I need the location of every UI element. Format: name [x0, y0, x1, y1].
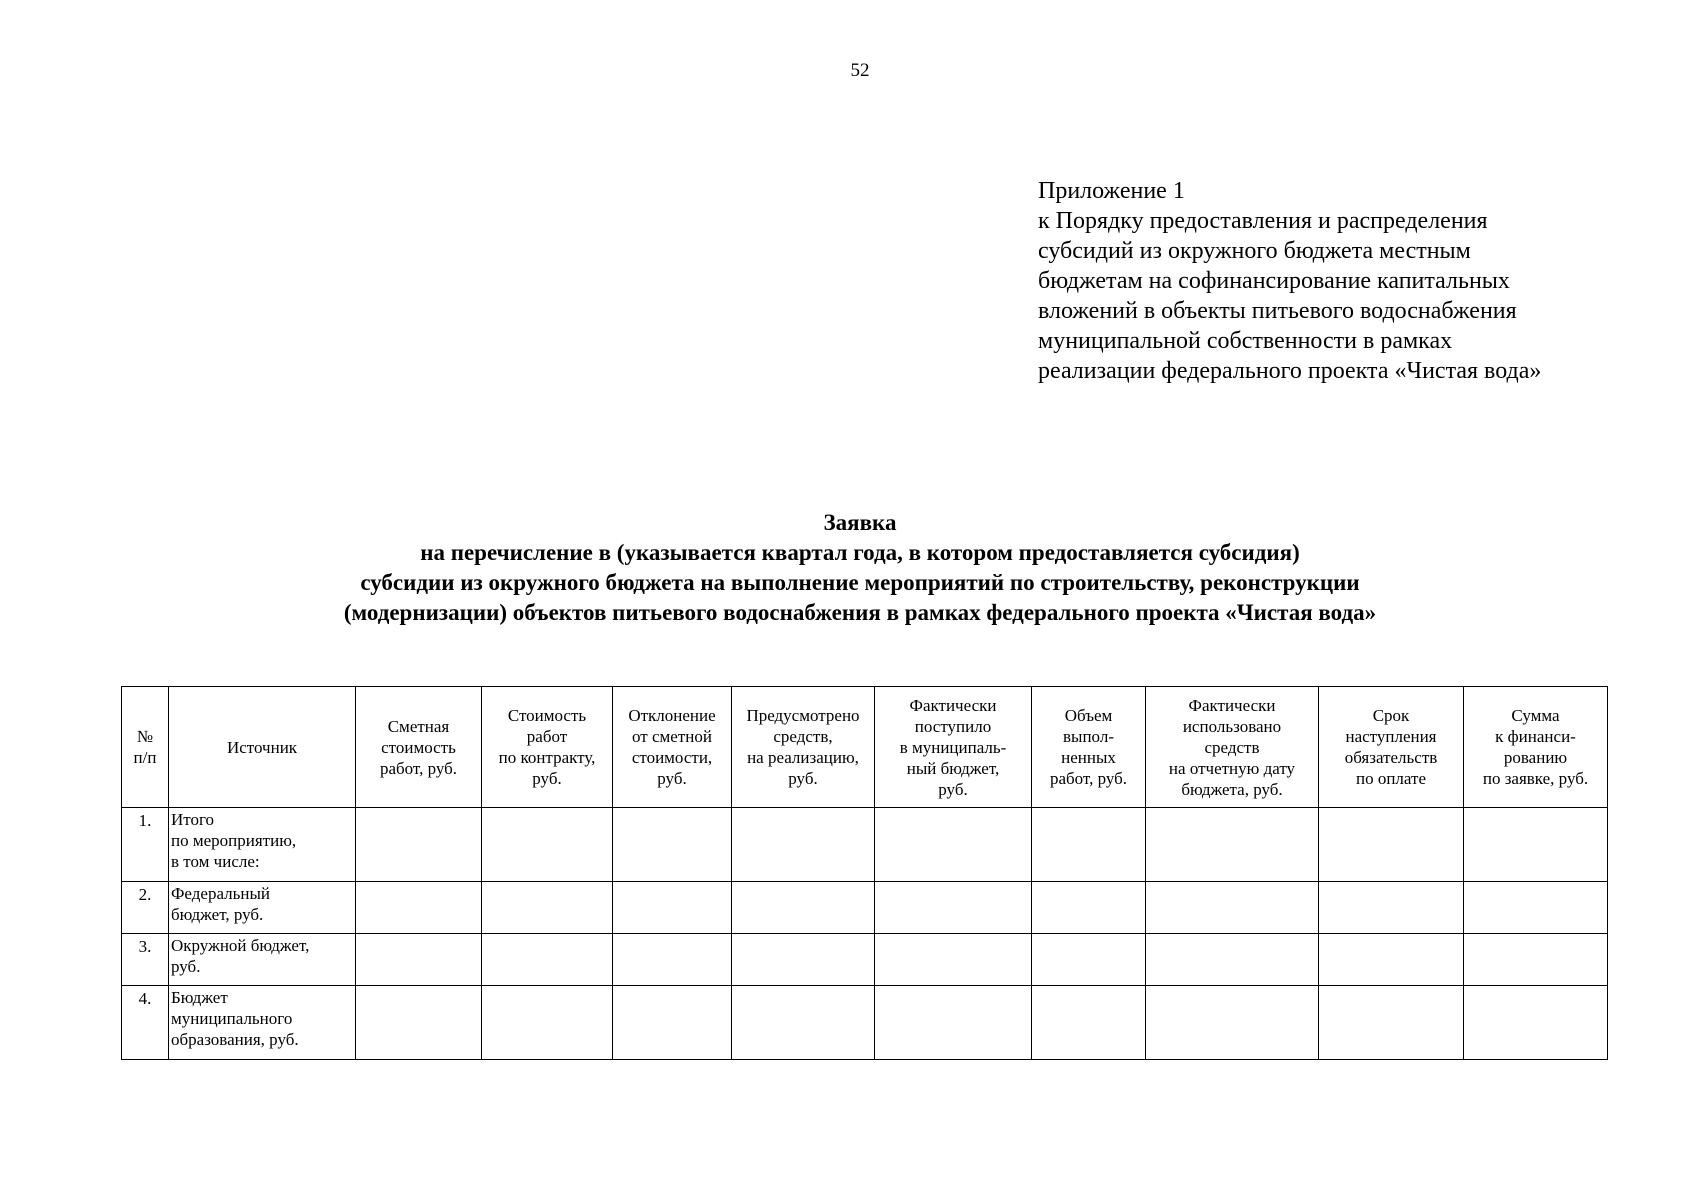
column-header-line: бюджета, руб.	[1181, 779, 1283, 799]
column-header-line: Сумма	[1511, 706, 1560, 725]
appendix-line: бюджетам на софинансирование капитальных	[1038, 268, 1510, 294]
column-header-line: Срок	[1372, 706, 1410, 725]
column-header	[356, 687, 482, 808]
value-cell	[1146, 986, 1319, 1060]
column-header	[1032, 687, 1146, 808]
value-cell	[732, 808, 875, 882]
value-cell	[1464, 808, 1608, 882]
column-header-line: работ, руб.	[1049, 769, 1128, 788]
appendix-line: реализации федерального проекта «Чистая вода»	[1038, 358, 1542, 384]
column-header	[1464, 687, 1608, 808]
source-cell	[169, 808, 356, 882]
source-line: Федеральный	[171, 884, 270, 903]
value-cell	[875, 882, 1032, 934]
value-cell	[1319, 934, 1464, 986]
value-cell	[875, 808, 1032, 882]
column-header-line: по оплате	[1355, 769, 1426, 788]
column-header-line: ный бюджет,	[906, 758, 1000, 778]
value-cell	[356, 986, 482, 1060]
value-cell	[482, 934, 613, 986]
value-cell	[482, 986, 613, 1060]
column-header-line: средств	[1204, 737, 1260, 757]
column-header	[122, 687, 169, 808]
appendix-line: Приложение 1	[1038, 178, 1185, 204]
column-header	[613, 687, 732, 808]
column-header-line: руб.	[788, 769, 818, 788]
appendix-line: муниципальной собственности в рамках	[1038, 328, 1453, 354]
document-title	[0, 508, 1698, 628]
value-cell	[613, 882, 732, 934]
title-line: Заявка	[823, 510, 897, 535]
appendix-line: к Порядку предоставления и распределения	[1038, 208, 1488, 234]
column-header-line: Источник	[226, 737, 298, 757]
column-header-line: Объем	[1064, 706, 1113, 725]
source-line: образования, руб.	[171, 1030, 299, 1049]
column-header-line: руб.	[532, 769, 562, 788]
value-cell	[1464, 934, 1608, 986]
column-header	[169, 687, 356, 808]
column-header-line: обязательств	[1344, 748, 1438, 767]
column-header	[482, 687, 613, 808]
column-header	[875, 687, 1032, 808]
column-header-line: использовано	[1182, 716, 1282, 736]
value-cell	[482, 882, 613, 934]
column-header-line: на отчетную дату	[1168, 758, 1296, 778]
value-cell	[356, 882, 482, 934]
value-cell	[1319, 986, 1464, 1060]
column-header-line: Сметная	[387, 716, 450, 736]
title-line: субсидии из окружного бюджета на выполнение мероприятий по строительству, реконструкции	[360, 570, 1360, 595]
value-cell	[1032, 808, 1146, 882]
source-cell	[169, 986, 356, 1060]
column-header	[1319, 687, 1464, 808]
value-cell	[613, 986, 732, 1060]
source-cell	[169, 934, 356, 986]
source-line: в том числе:	[171, 852, 260, 871]
value-cell	[1464, 882, 1608, 934]
column-header	[732, 687, 875, 808]
value-cell	[613, 934, 732, 986]
appendix-line: субсидий из окружного бюджета местным	[1038, 238, 1471, 264]
column-header-line: работ	[526, 727, 568, 746]
source-line: муниципального	[171, 1009, 293, 1028]
column-header	[1146, 687, 1319, 808]
column-header-line: руб.	[657, 769, 687, 788]
table-row	[122, 986, 1608, 1060]
appendix-line: вложений в объекты питьевого водоснабжения	[1038, 298, 1517, 324]
source-line: по мероприятию,	[171, 831, 297, 850]
source-line: Окружной бюджет,	[171, 936, 310, 955]
row-number-cell: 1.	[122, 808, 169, 882]
column-header-line: стоимость	[381, 737, 456, 757]
column-header-line: п/п	[133, 748, 157, 767]
value-cell	[732, 986, 875, 1060]
column-header-line: наступления	[1345, 727, 1437, 746]
column-header-line: стоимости,	[631, 748, 713, 767]
value-cell	[732, 882, 875, 934]
column-header-line: от сметной	[632, 727, 712, 746]
table-row	[122, 882, 1608, 934]
appendix-note	[1038, 176, 1678, 386]
request-table	[121, 686, 1608, 1060]
value-cell	[356, 808, 482, 882]
column-header-line: средств,	[773, 727, 833, 746]
value-cell	[732, 934, 875, 986]
value-cell	[875, 934, 1032, 986]
row-number-cell: 2.	[122, 882, 169, 934]
value-cell	[1032, 986, 1146, 1060]
column-header-line: поступило	[914, 716, 992, 736]
value-cell	[482, 808, 613, 882]
column-header-line: к финанси-	[1495, 727, 1576, 746]
column-header-line: на реализацию,	[747, 748, 859, 767]
column-header-line: в муниципаль-	[899, 737, 1007, 757]
row-number-cell: 3.	[122, 934, 169, 986]
value-cell	[1319, 882, 1464, 934]
column-header-line: №	[136, 727, 154, 746]
table-row	[122, 808, 1608, 882]
value-cell	[875, 986, 1032, 1060]
column-header-line: Фактически	[909, 695, 997, 715]
value-cell	[613, 808, 732, 882]
value-cell	[1464, 986, 1608, 1060]
value-cell	[1032, 882, 1146, 934]
value-cell	[1146, 882, 1319, 934]
table-body	[122, 808, 1608, 1060]
source-line: руб.	[171, 957, 201, 976]
table-row	[122, 934, 1608, 986]
source-cell	[169, 882, 356, 934]
value-cell	[1146, 808, 1319, 882]
source-line: бюджет, руб.	[171, 905, 264, 924]
value-cell	[356, 934, 482, 986]
value-cell	[1146, 934, 1319, 986]
column-header-line: Отклонение	[628, 706, 716, 725]
value-cell	[1032, 934, 1146, 986]
column-header-line: Предусмотрено	[746, 706, 860, 725]
title-line: на перечисление в (указывается квартал года, в котором предоставляется субсидия)	[420, 540, 1300, 565]
column-header-line: Фактически	[1188, 695, 1276, 715]
column-header-line: Стоимость	[507, 706, 587, 725]
row-number-cell: 4.	[122, 986, 169, 1060]
column-header-line: работ, руб.	[379, 758, 458, 778]
column-header-line: по заявке, руб.	[1482, 769, 1589, 788]
page-number: 52	[850, 60, 870, 81]
column-header-line: руб.	[938, 779, 968, 799]
column-header-line: рованию	[1503, 748, 1568, 767]
table-header-row	[122, 687, 1608, 808]
column-header-line: выпол-	[1063, 727, 1114, 746]
title-line: (модернизации) объектов питьевого водоснабжения в рамках федерального проекта «Чистая вода»	[343, 600, 1377, 625]
source-line: Итого	[171, 810, 215, 829]
value-cell	[1319, 808, 1464, 882]
source-line: Бюджет	[171, 988, 228, 1007]
column-header-line: по контракту,	[498, 748, 596, 767]
column-header-line: ненных	[1061, 748, 1116, 767]
